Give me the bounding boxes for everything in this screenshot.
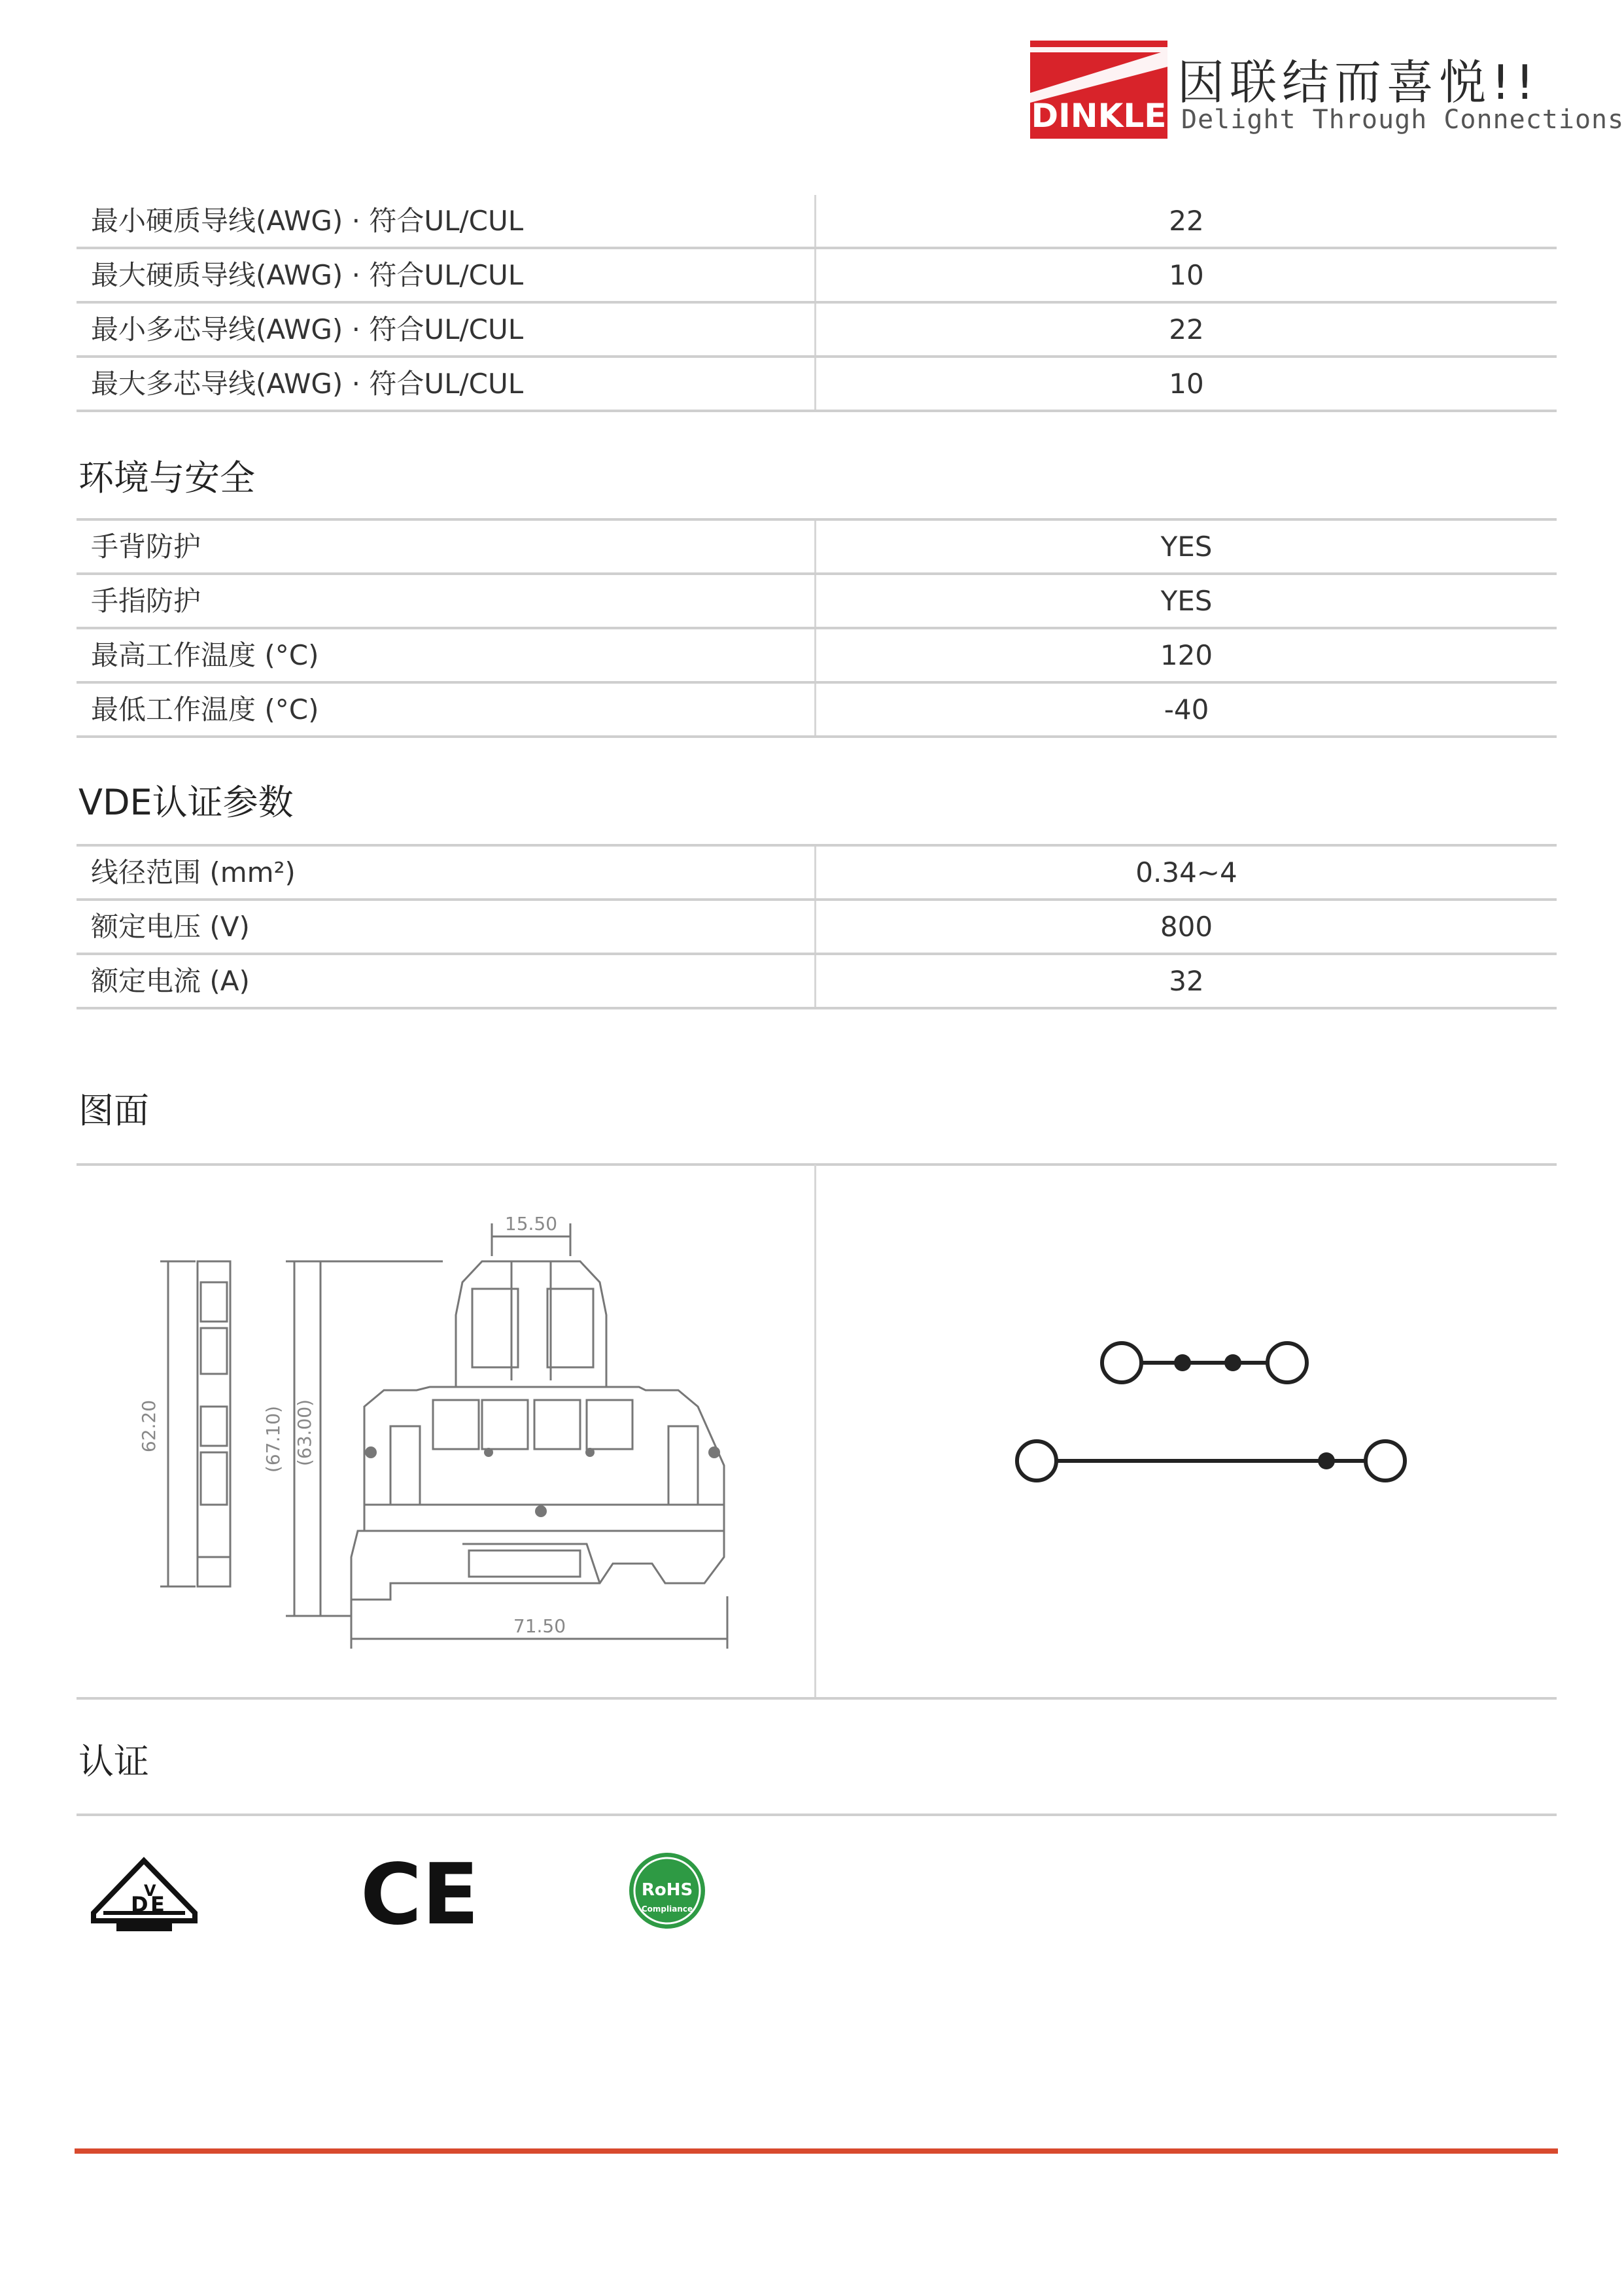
- table-row: [77, 847, 1557, 901]
- drawing-bottom-rule: [77, 1697, 1557, 1700]
- table-row: [77, 629, 1557, 684]
- dim-height-b: (63.00): [294, 1399, 315, 1467]
- circuit-schematic: [816, 1165, 1557, 1698]
- row-label: 额定电压 (V): [91, 911, 250, 943]
- brand-slogan-en: Delight Through Connections: [1181, 105, 1624, 135]
- row-label: 最小多芯导线(AWG) · 符合UL/CUL: [91, 313, 524, 345]
- dinkle-logo: [1030, 41, 1167, 139]
- rohs-text: RoHS: [641, 1880, 693, 1900]
- row-label: 最大多芯导线(AWG) · 符合UL/CUL: [91, 368, 524, 400]
- terminal-block-drawing: [77, 1165, 814, 1698]
- row-label: 额定电流 (A): [91, 965, 250, 997]
- table-row: [77, 521, 1557, 575]
- dim-side-height: 62.20: [138, 1399, 160, 1453]
- row-value: YES: [1160, 585, 1213, 617]
- row-value: 0.34~4: [1135, 856, 1237, 888]
- wire-spec-table: [77, 195, 1557, 412]
- section-title-drawing: 图面: [78, 1090, 149, 1131]
- vde-letter-e: E: [150, 1892, 165, 1917]
- footer-accent-line: [75, 2148, 1558, 2154]
- row-label: 线径范围 (mm²): [91, 856, 296, 888]
- row-label: 最小硬质导线(AWG) · 符合UL/CUL: [91, 205, 524, 237]
- section-title-environment: 环境与安全: [78, 457, 255, 499]
- vde-certification-logo: [90, 1857, 198, 1935]
- environment-table: [77, 521, 1557, 738]
- vde-table: [77, 847, 1557, 1009]
- ce-mark-text: CE: [360, 1846, 479, 1944]
- row-label: 最高工作温度 (°C): [91, 639, 319, 671]
- certification-rule: [77, 1813, 1557, 1816]
- logo-text: DINKLE: [1031, 97, 1167, 135]
- vde-letter-v: V: [144, 1882, 156, 1900]
- ce-certification-logo: [360, 1846, 479, 1944]
- row-value: 10: [1169, 368, 1204, 400]
- dim-bottom-width: 71.50: [513, 1615, 566, 1637]
- row-value: 22: [1169, 205, 1204, 237]
- table-row: [77, 901, 1557, 955]
- section-title-certification: 认证: [78, 1741, 149, 1782]
- section-title-vde: VDE认证参数: [78, 782, 294, 823]
- brand-slogan-cn: 因联结而喜悦!!: [1177, 55, 1540, 110]
- row-label: 最低工作温度 (°C): [91, 693, 319, 726]
- row-value: YES: [1160, 531, 1213, 563]
- row-value: 32: [1169, 965, 1204, 997]
- dim-top-width: 15.50: [504, 1213, 558, 1235]
- table-row: [77, 249, 1557, 304]
- row-value: 120: [1160, 639, 1213, 671]
- dim-height-a: (67.10): [262, 1405, 284, 1473]
- row-value: -40: [1164, 693, 1209, 726]
- row-label: 手指防护: [91, 585, 201, 617]
- row-value: 10: [1169, 259, 1204, 291]
- table-row: [77, 955, 1557, 1009]
- table-row: [77, 358, 1557, 412]
- row-value: 800: [1160, 911, 1213, 943]
- drawing-panel: [77, 1165, 1557, 1698]
- rohs-sub-text: Compliance: [641, 1904, 693, 1914]
- table-row: [77, 304, 1557, 358]
- table-row: [77, 684, 1557, 738]
- row-value: 22: [1169, 313, 1204, 345]
- row-label: 最大硬质导线(AWG) · 符合UL/CUL: [91, 259, 524, 291]
- rohs-certification-logo: [627, 1850, 708, 1932]
- table-row: [77, 575, 1557, 629]
- vde-letter-d: D: [131, 1892, 148, 1917]
- table-row: [77, 195, 1557, 249]
- row-label: 手背防护: [91, 531, 201, 563]
